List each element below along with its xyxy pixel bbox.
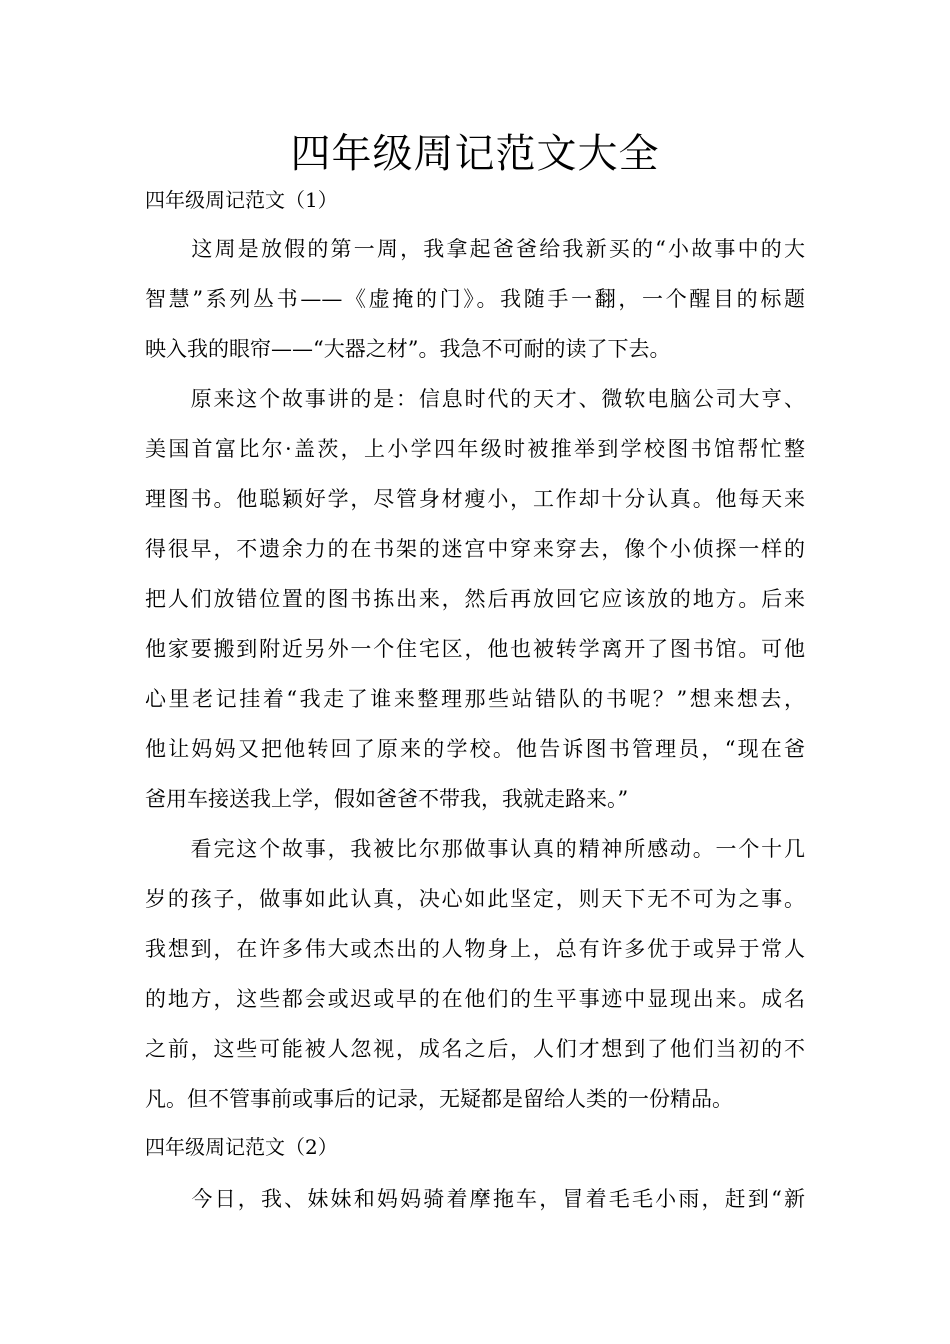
paragraph bbox=[145, 824, 805, 1124]
text-line: 心里老记挂着“我走了谁来整理那些站错队的书呢？”想来想去， bbox=[145, 687, 805, 711]
text-line: 原来这个故事讲的是：信息时代的天才、微软电脑公司大亨、 bbox=[145, 387, 805, 411]
paragraph bbox=[145, 374, 805, 824]
section-heading: 四年级周记范文（2） bbox=[145, 1135, 338, 1159]
text-line: 我想到，在许多伟大或杰出的人物身上，总有许多优于或异于常人 bbox=[145, 937, 805, 961]
text-line: 智慧”系列丛书——《虚掩的门》。我随手一翻，一个醒目的标题 bbox=[145, 287, 805, 311]
document-body bbox=[145, 180, 805, 1224]
text-line: 岁的孩子，做事如此认真，决心如此坚定，则天下无不可为之事。 bbox=[145, 887, 805, 911]
text-line: 理图书。他聪颖好学，尽管身材瘦小，工作却十分认真。他每天来 bbox=[145, 487, 805, 511]
paragraph bbox=[145, 1174, 805, 1224]
text-line: 他让妈妈又把他转回了原来的学校。他告诉图书管理员，“现在爸 bbox=[145, 737, 805, 761]
text-line: 他家要搬到附近另外一个住宅区，他也被转学离开了图书馆。可他 bbox=[145, 637, 805, 661]
text-line: 得很早，不遗余力的在书架的迷宫中穿来穿去，像个小侦探一样的 bbox=[145, 537, 805, 561]
text-line: 看完这个故事，我被比尔那做事认真的精神所感动。一个十几 bbox=[145, 837, 805, 861]
text-line: 映入我的眼帘——“大器之材”。我急不可耐的读了下去。 bbox=[145, 337, 671, 361]
text-line: 把人们放错位置的图书拣出来，然后再放回它应该放的地方。后来 bbox=[145, 587, 805, 611]
text-line: 凡。但不管事前或事后的记录，无疑都是留给人类的一份精品。 bbox=[145, 1087, 733, 1111]
text-line: 这周是放假的第一周，我拿起爸爸给我新买的“小故事中的大 bbox=[145, 237, 805, 261]
text-line: 的地方，这些都会或迟或早的在他们的生平事迹中显现出来。成名 bbox=[145, 987, 805, 1011]
text-line: 之前，这些可能被人忽视，成名之后，人们才想到了他们当初的不 bbox=[145, 1037, 805, 1061]
section-heading: 四年级周记范文（1） bbox=[145, 188, 338, 212]
text-line: 爸用车接送我上学，假如爸爸不带我，我就走路来。” bbox=[145, 787, 629, 811]
text-line: 今日，我、妹妹和妈妈骑着摩拖车，冒着毛毛小雨，赶到“新 bbox=[145, 1187, 805, 1211]
document-title: 四年级周记范文大全 bbox=[290, 131, 660, 177]
paragraph bbox=[145, 224, 805, 374]
text-line: 美国首富比尔·盖茨，上小学四年级时被推举到学校图书馆帮忙整 bbox=[145, 437, 805, 461]
